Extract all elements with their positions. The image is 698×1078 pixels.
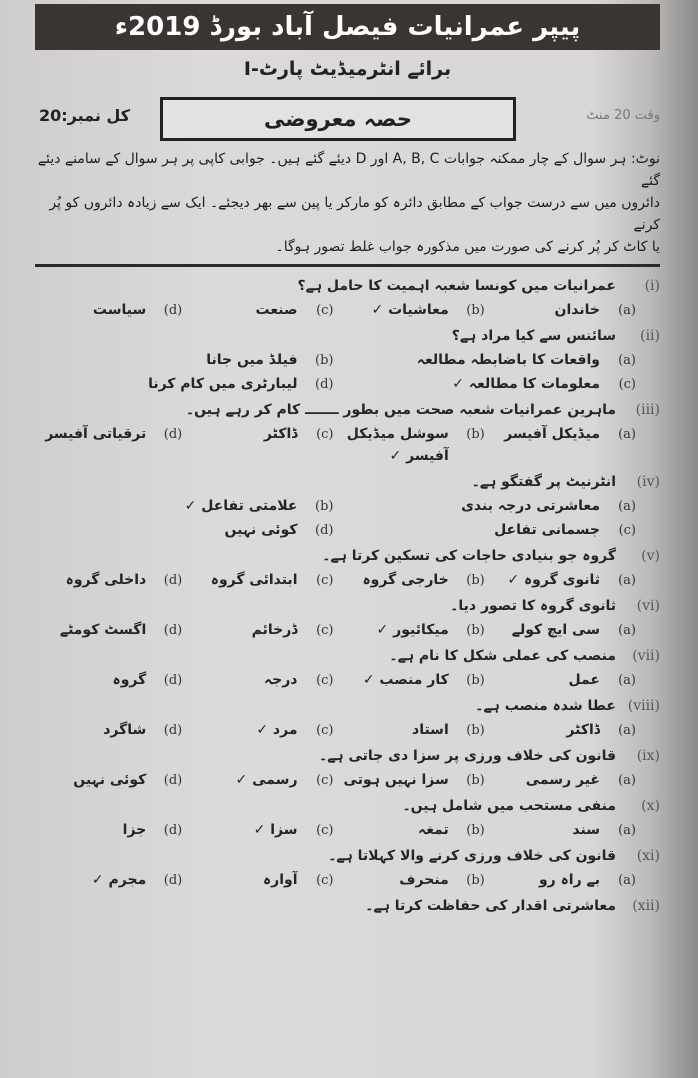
- question-number: (vi): [636, 598, 660, 614]
- option-a: ڈاکٹر: [566, 722, 600, 738]
- option-c: مرد ✓: [256, 722, 298, 738]
- option-label: (a): [618, 427, 636, 442]
- option-d: اگسٹ کومٹے: [59, 622, 147, 638]
- option-a: غیر رسمی: [525, 772, 600, 788]
- option-b: خارجی گروہ: [362, 572, 449, 588]
- paper-title: پیپر عمرانیات فیصل آباد بورڈ 2019ء: [35, 4, 660, 50]
- question-text: سائنس سے کیا مراد ہے؟: [451, 328, 616, 344]
- question-number: (xi): [636, 848, 660, 864]
- options: [35, 769, 636, 791]
- question-text: قانون کی خلاف ورزی کرنے والا کہلاتا ہے۔: [328, 848, 616, 864]
- options: [35, 299, 636, 321]
- option-a: سی ایچ کولے: [511, 622, 600, 638]
- question: [35, 545, 660, 567]
- option-label: (d): [163, 723, 183, 738]
- option-c: ڈرخائم: [251, 622, 298, 638]
- instruction-line: نوٹ: ہر سوال کے چار ممکنہ جوابات A, B, C اور D دیئے گئے ہیں۔ جوابی کاپی پر ہر سوال کے سامنے دیئے گئے: [37, 151, 660, 189]
- question: [35, 845, 660, 867]
- option-label: (a): [618, 353, 636, 368]
- option-c: ڈاکٹر: [263, 426, 298, 442]
- option-b: میکائیور ✓: [376, 622, 449, 638]
- option-label: (c): [618, 377, 636, 392]
- option-label: (c): [316, 723, 334, 738]
- option-b: تمغہ: [418, 822, 449, 838]
- option-c: آوارہ: [262, 872, 298, 888]
- option-label: (d): [315, 377, 334, 392]
- divider: [35, 264, 660, 267]
- option-label: (c): [316, 623, 334, 638]
- option-a: ثانوی گروہ ✓: [507, 572, 600, 588]
- option-b: معاشیات ✓: [371, 302, 449, 318]
- options: [35, 569, 636, 591]
- options: [35, 719, 636, 741]
- option-a: معاشرتی درجہ بندی: [461, 498, 600, 514]
- option-a: سند: [572, 822, 600, 838]
- option-label: (a): [618, 873, 636, 888]
- option-label: (a): [618, 623, 636, 638]
- option-label: (a): [618, 773, 636, 788]
- option-label: (c): [316, 427, 334, 442]
- options: [35, 819, 636, 841]
- option-c: صنعت: [255, 302, 298, 318]
- option-label: (d): [163, 573, 183, 588]
- option-a: میڈیکل آفیسر: [504, 426, 600, 442]
- option-c: سزا ✓: [253, 822, 298, 838]
- option-label: (a): [618, 723, 636, 738]
- option-label: (c): [618, 523, 636, 538]
- option-label: (a): [618, 499, 636, 514]
- option-label: (d): [163, 673, 183, 688]
- instruction-line: دائروں میں سے درست جواب کے مطابق دائرہ کو مارکر یا پین سے بھر دیجئے۔ ایک سے زیادہ دائروں کو پُر کرنے: [49, 195, 660, 233]
- option-d: سیاست: [92, 302, 147, 318]
- option-label: (b): [466, 427, 485, 442]
- question: [35, 595, 660, 617]
- question: [35, 795, 660, 817]
- question-number: (iii): [635, 402, 660, 418]
- option-d: شاگرد: [103, 722, 147, 738]
- option-c: جسمانی تفاعل: [494, 522, 600, 538]
- question: [35, 645, 660, 667]
- question: [35, 471, 660, 493]
- option-label: (d): [163, 773, 183, 788]
- option-label: (b): [315, 499, 334, 514]
- option-b: استاد: [412, 722, 449, 738]
- question-text: انٹرنیٹ پر گفتگو ہے۔: [471, 474, 616, 490]
- question-number: (viii): [627, 698, 660, 714]
- option-label: (d): [163, 427, 183, 442]
- option-a: عمل: [568, 672, 600, 688]
- option-d: داخلی گروہ: [65, 572, 147, 588]
- question-number: (x): [641, 798, 660, 814]
- question-text: گروہ جو بنیادی حاجات کی تسکین کرتا ہے۔: [322, 548, 616, 564]
- time-allowed: وقت 20 منٹ: [586, 108, 660, 123]
- paper-subtitle: برائے انٹرمیڈیٹ پارٹ-I: [243, 58, 452, 80]
- question-text: عطا شدہ منصب ہے۔: [475, 698, 616, 714]
- question-text: ماہرین عمرانیات شعبہ صحت میں بطور ـــــــ کام کر رہے ہیں۔: [185, 402, 616, 418]
- option-b: سوشل میڈیکل آفیسر ✓: [346, 426, 449, 464]
- paper-body: [35, 148, 660, 917]
- question: [35, 895, 660, 917]
- option-d: جزا: [122, 822, 147, 838]
- option-label: (d): [315, 523, 334, 538]
- option-label: (c): [316, 873, 334, 888]
- option-b: منحرف: [399, 872, 449, 888]
- option-label: (d): [163, 873, 183, 888]
- question-number: (ii): [640, 328, 660, 344]
- option-d: گروہ: [112, 672, 147, 688]
- question-text: منفی مستحب میں شامل ہیں۔: [402, 798, 616, 814]
- option-d: کوئی نہیں: [224, 522, 298, 538]
- question-text: عمرانیات میں کونسا شعبہ اہمیت کا حامل ہے؟: [297, 278, 616, 294]
- question-number: (v): [641, 548, 660, 564]
- option-label: (c): [316, 673, 334, 688]
- option-c: ابتدائی گروہ: [210, 572, 298, 588]
- option-d: کوئی نہیں: [73, 772, 147, 788]
- section-title: حصہ معروضی: [160, 97, 516, 141]
- option-b: کار منصب ✓: [362, 672, 449, 688]
- question: [35, 399, 660, 421]
- options: [35, 869, 636, 891]
- question-number: (xii): [632, 898, 660, 914]
- question-text: منصب کی عملی شکل کا نام ہے۔: [389, 648, 616, 664]
- option-a: خاندان: [554, 302, 600, 318]
- option-label: (b): [466, 823, 485, 838]
- option-d: لیبارٹری میں کام کرنا: [148, 376, 298, 392]
- option-label: (b): [466, 723, 485, 738]
- option-b: فیلڈ میں جانا: [206, 352, 298, 368]
- option-b: علامتی تفاعل ✓: [184, 498, 298, 514]
- option-label: (a): [618, 303, 636, 318]
- option-label: (c): [316, 823, 334, 838]
- option-label: (b): [466, 573, 485, 588]
- question: [35, 745, 660, 767]
- question-list: [35, 275, 660, 917]
- question-number: (iv): [636, 474, 660, 490]
- question-number: (vii): [632, 648, 660, 664]
- option-d: ترقیاتی آفیسر: [45, 426, 147, 442]
- option-label: (d): [163, 303, 183, 318]
- question-text: قانون کی خلاف ورزی پر سزا دی جاتی ہے۔: [319, 748, 616, 764]
- instruction-line: یا کاٹ کر پُر کرنے کی صورت میں مذکورہ جواب غلط تصور ہوگا۔: [275, 239, 660, 255]
- total-marks: کل نمبر:20: [38, 106, 131, 125]
- option-label: (a): [618, 823, 636, 838]
- question: [35, 275, 660, 297]
- question-text: معاشرتی اقدار کی حفاظت کرتا ہے۔: [365, 898, 616, 914]
- option-label: (a): [618, 673, 636, 688]
- option-label: (b): [466, 773, 485, 788]
- option-label: (b): [466, 303, 485, 318]
- option-label: (b): [466, 623, 485, 638]
- option-a: بے راہ رو: [538, 872, 600, 888]
- question-number: (ix): [636, 748, 660, 764]
- option-label: (d): [163, 623, 183, 638]
- option-label: (c): [316, 773, 334, 788]
- options: [35, 619, 636, 641]
- options: [35, 669, 636, 691]
- option-b: سزا نہیں ہوتی: [343, 772, 449, 788]
- question: [35, 695, 660, 717]
- option-label: (a): [618, 573, 636, 588]
- question-number: (i): [644, 278, 660, 294]
- option-d: مجرم ✓: [91, 872, 147, 888]
- option-label: (c): [316, 303, 334, 318]
- option-a: واقعات کا باضابطہ مطالعہ: [416, 352, 600, 368]
- option-c: رسمی ✓: [235, 772, 298, 788]
- option-label: (c): [316, 573, 334, 588]
- options: [35, 495, 636, 541]
- option-c: معلومات کا مطالعہ ✓: [452, 376, 600, 392]
- question: [35, 325, 660, 347]
- options: [35, 349, 636, 395]
- option-c: درجہ: [263, 672, 298, 688]
- option-label: (b): [466, 873, 485, 888]
- option-label: (d): [163, 823, 183, 838]
- options: [35, 423, 636, 467]
- option-label: (b): [466, 673, 485, 688]
- question-text: ثانوی گروہ کا تصور دیا۔: [450, 598, 616, 614]
- option-label: (b): [315, 353, 334, 368]
